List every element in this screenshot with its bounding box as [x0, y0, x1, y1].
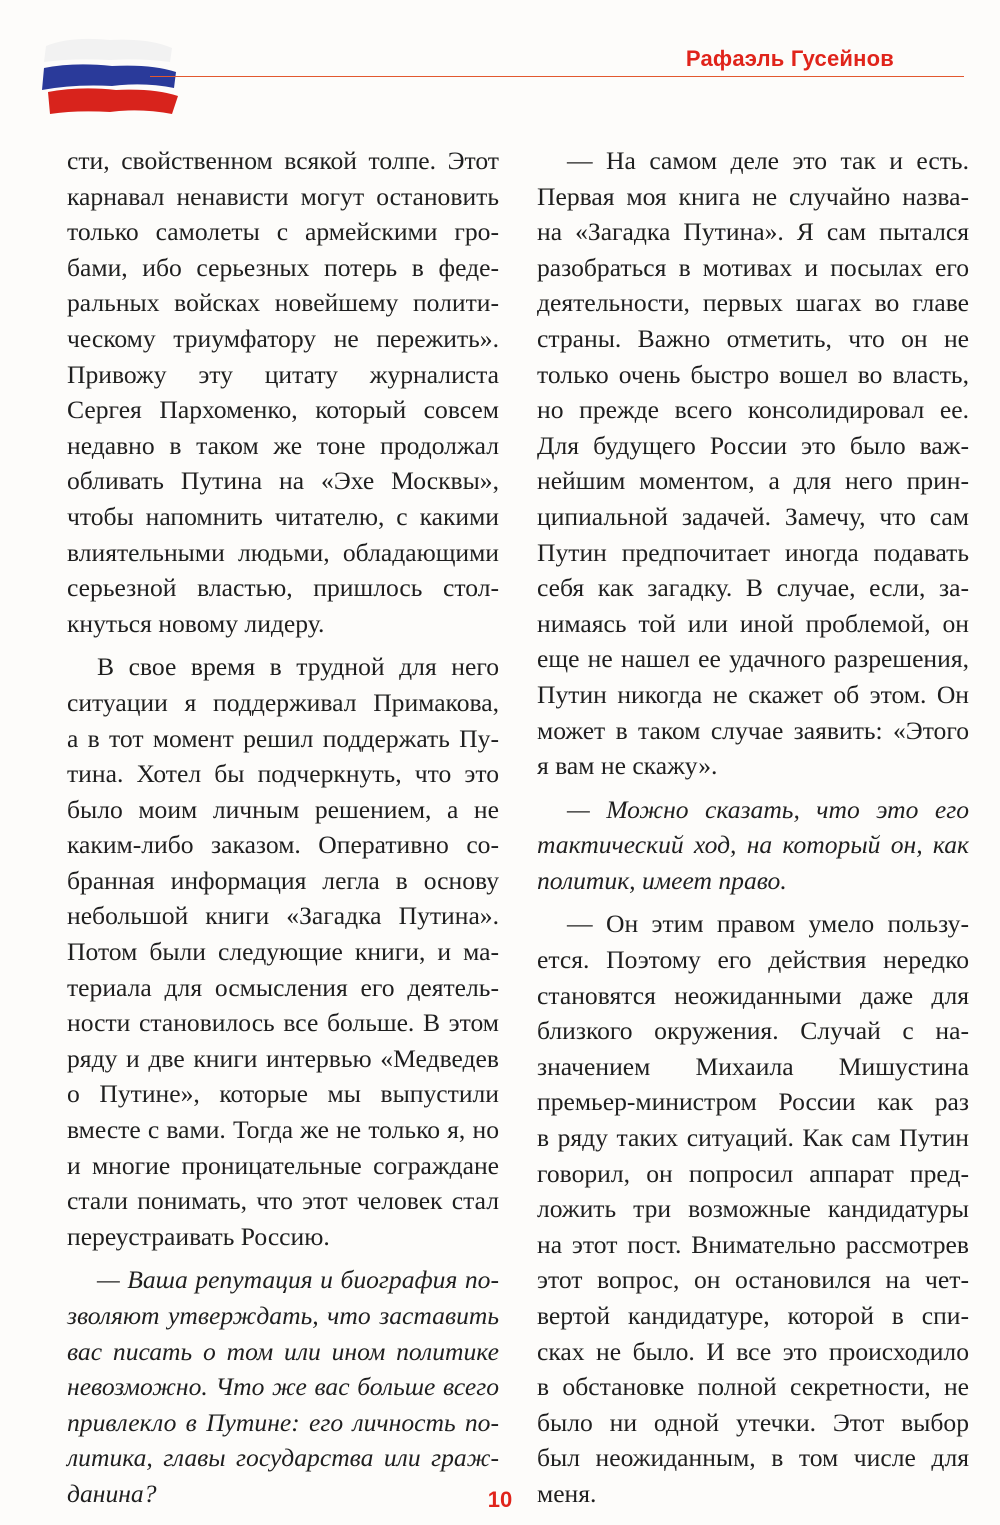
text-line: серьезной властью, пришлось стол-	[67, 573, 499, 603]
text-line: в ряду таких ситуаций. Как сам Путин	[537, 1123, 969, 1153]
text-line: обливать Путина на «Эхе Москвы»,	[67, 466, 499, 496]
text-line: премьер-министром России как раз	[537, 1087, 969, 1117]
text-line: на «Загадка Путина». Я сам пытался	[537, 217, 969, 247]
russian-flag-brush-icon	[40, 28, 180, 120]
text-line: небольшой книги «Загадка Путина».	[67, 901, 499, 931]
text-line: только самолеты с армейскими гро-	[67, 217, 499, 247]
text-line: значением Михаила Мишустина	[537, 1051, 969, 1081]
text-line: невозможно. Что же вас больше всего	[67, 1372, 499, 1402]
text-line: Путин предпочитает иногда подавать	[537, 537, 969, 567]
text-line: кнуться новому лидеру.	[67, 608, 325, 638]
text-line: и многие проницательные сограждане	[67, 1150, 499, 1180]
text-line: ложить три возможные кандидатуры	[537, 1194, 969, 1224]
text-line: каким-либо заказом. Оперативно со-	[67, 830, 499, 860]
text-line: в обстановке полной секретности, не	[537, 1372, 969, 1402]
text-line: нимаясь той или иной проблемой, он	[537, 608, 969, 638]
text-line: было моим личным решением, а не	[67, 794, 499, 824]
text-line: Привожу эту цитату журналиста	[67, 359, 499, 389]
text-line: — Он этим правом умело пользу-	[567, 909, 969, 939]
text-line: сти, свойственном всякой толпе. Этот	[67, 146, 499, 175]
text-line: териала для осмысления его деятель-	[67, 972, 499, 1002]
text-line: ности становилось все больше. В этом	[67, 1008, 499, 1038]
left-column	[67, 143, 499, 1512]
text-line: В свое время в трудной для него	[97, 652, 499, 682]
text-line: влиятельными людьми, обладающими	[67, 537, 499, 567]
text-line: близкого окружения. Случай с на-	[537, 1016, 969, 1046]
text-line: ческому триумфатору не пережить».	[67, 323, 499, 353]
text-line: чтобы напомнить читателю, с какими	[67, 501, 499, 531]
text-line: ципиальной задачей. Замечу, что сам	[537, 501, 969, 531]
text-line: — Ваша репутация и биография по-	[97, 1265, 499, 1295]
text-line: бранная информация легла в основу	[67, 865, 499, 895]
text-line: привлекло в Путине: его личность по-	[67, 1407, 499, 1437]
paragraph-gap	[537, 898, 969, 906]
text-line: переустраивать Россию.	[67, 1221, 330, 1251]
text-line: ситуации я поддерживал Примакова,	[67, 687, 499, 717]
text-line: а в тот момент решил поддержать Пу-	[67, 723, 499, 753]
text-line: становятся неожиданными даже для	[537, 980, 969, 1010]
text-line: ется. Поэтому его действия нередко	[537, 945, 969, 975]
paragraph-gap	[537, 784, 969, 792]
text-line: бами, ибо серьезных потерь в феде-	[67, 252, 499, 282]
text-line: ральных войсках новейшему полити-	[67, 288, 499, 318]
text-line: карнавал ненависти могут остановить	[67, 181, 499, 211]
text-line: было ни одной утечки. Этот выбор	[537, 1407, 969, 1437]
text-line: — Можно сказать, что это его	[567, 794, 969, 824]
paragraph-gap	[67, 1254, 499, 1262]
text-line: сках не было. И все это происходило	[537, 1336, 969, 1366]
text-line: Для будущего России это было важ-	[537, 430, 969, 460]
left-paragraph	[67, 143, 499, 641]
text-line: страны. Важно отметить, что он не	[537, 323, 969, 353]
right-paragraph	[537, 143, 969, 784]
text-line: только очень быстро вошел во власть,	[537, 359, 969, 389]
text-line: меня.	[537, 1478, 597, 1508]
text-line: вместе с вами. Тогда же не только я, но	[67, 1115, 499, 1145]
page-number: 10	[487, 1487, 513, 1512]
text-line: Сергея Пархоменко, который совсем	[67, 395, 499, 425]
text-line: недавно в таком же тоне продолжал	[67, 430, 499, 460]
text-line: может в таком случае заявить: «Этого	[537, 715, 969, 745]
text-line: тина. Хотел бы подчеркнуть, что это	[67, 759, 499, 789]
text-line: этот вопрос, он остановился на чет-	[537, 1265, 969, 1295]
text-line: но прежде всего консолидировал ее.	[537, 395, 969, 425]
running-header-author: Рафаэль Гусейнов	[685, 46, 894, 71]
text-line: еще не нашел ее удачного разрешения,	[537, 644, 969, 674]
paragraph-gap	[67, 641, 499, 649]
text-line: Первая моя книга не случайно назва-	[537, 181, 969, 211]
text-line: разобраться в мотивах и посылах его	[537, 252, 969, 282]
text-line: был неожиданным, в том числе для	[537, 1443, 969, 1473]
text-line: говорил, он попросил аппарат пред-	[537, 1158, 969, 1188]
right-paragraph	[537, 792, 969, 899]
text-line: нейшим моментом, а для него прин-	[537, 466, 969, 496]
text-line: — На самом деле это так и есть.	[567, 146, 969, 175]
text-line: стали понимать, что этот человек стал	[67, 1186, 499, 1216]
right-column	[537, 143, 969, 1512]
left-paragraph	[67, 649, 499, 1254]
text-line: тактический ход, на который он, как	[537, 830, 969, 860]
text-line: зволяют утверждать, что заставить	[67, 1301, 499, 1330]
text-line: литика, главы государства или граж-	[67, 1443, 499, 1473]
text-line: деятельности, первых шагах во главе	[537, 288, 969, 318]
text-line: на этот пост. Внимательно рассмотрев	[537, 1229, 969, 1259]
text-line: данина?	[67, 1478, 157, 1508]
right-paragraph	[537, 906, 969, 1511]
text-line: Потом были следующие книги, и ма-	[67, 937, 499, 967]
header-rule	[150, 76, 964, 77]
text-line: ряду и две книги интервью «Медведев	[67, 1043, 499, 1073]
text-line: вас писать о том или ином политике	[67, 1336, 499, 1366]
text-line: политик, имеет право.	[537, 865, 787, 895]
text-line: себя как загадку. В случае, если, за-	[537, 573, 969, 603]
left-paragraph	[67, 1262, 499, 1511]
text-line: о Путине», которые мы выпустили	[67, 1079, 499, 1109]
text-line: Путин никогда не скажет об этом. Он	[537, 679, 969, 709]
text-line: вертой кандидатуре, которой в спи-	[537, 1301, 969, 1330]
text-line: я вам не скажу».	[537, 751, 718, 781]
